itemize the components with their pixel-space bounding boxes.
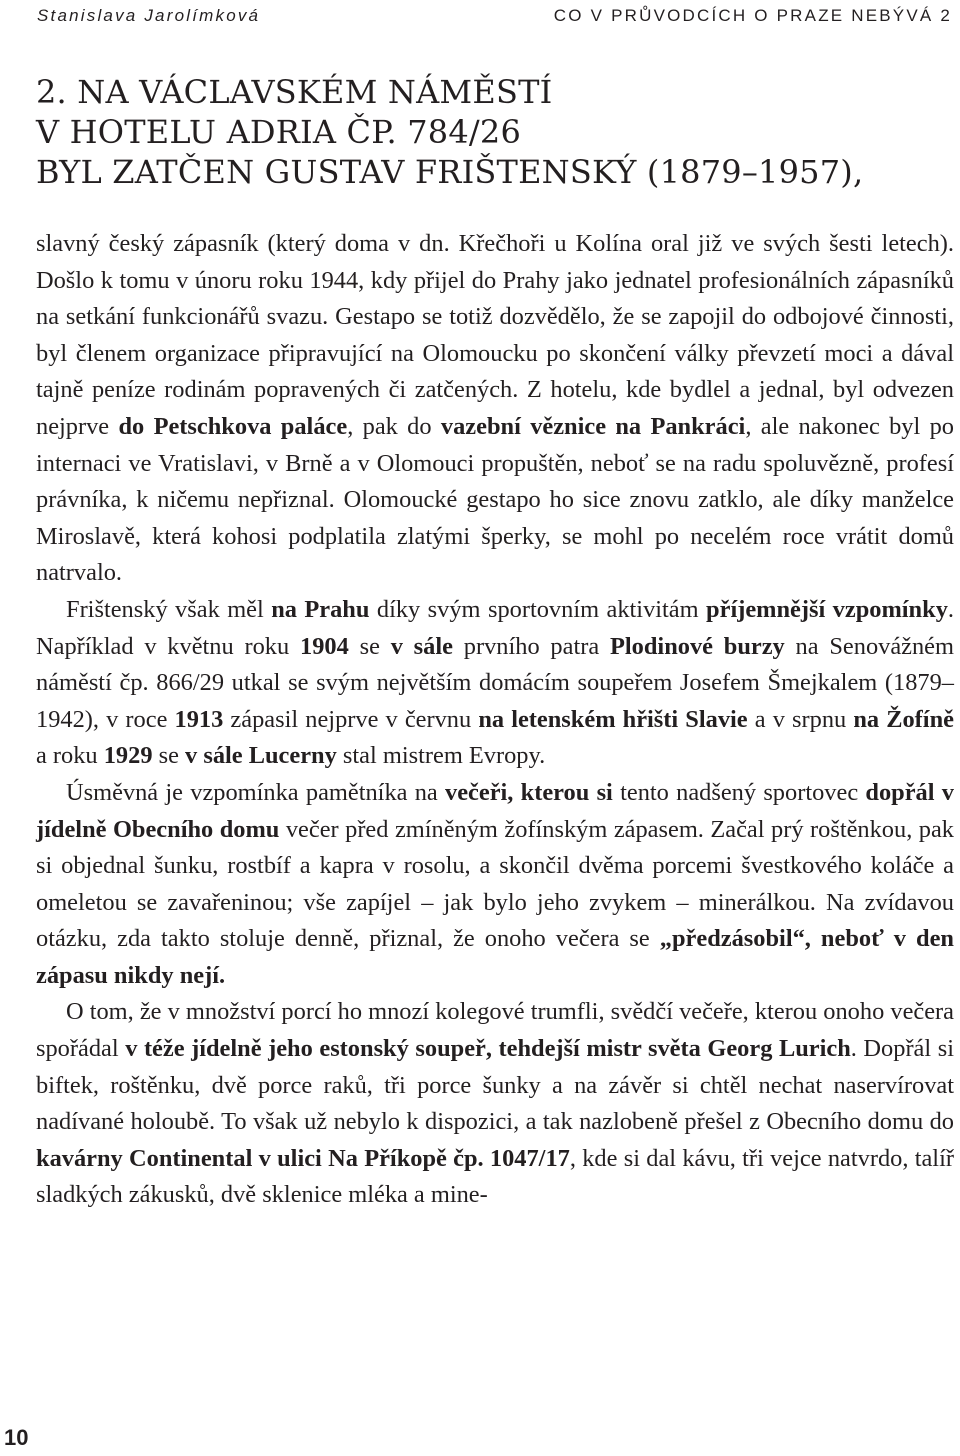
text-run: stal mistrem Evropy. xyxy=(336,742,546,770)
chapter-heading xyxy=(36,72,936,192)
paragraph-2 xyxy=(36,592,954,775)
text-run: , ale nakonec byl po internaci ve Vratislavi, v Brně a v Olomouci propuštěn, neboť se na radu spoluvězně, profesí právníka, k ničemu nepřiznal. Olomoucké gestapo ho sice znovu zatklo, ale díky manželce Miroslavě, která kohosi podplatila zlatými šperky, se mohl po necelém roce vrátit domů natrvalo. xyxy=(36,412,954,587)
text-run: Úsměvná je vzpomínka pamětníka na xyxy=(66,778,446,806)
text-run: , pak do xyxy=(347,412,441,440)
bold-run: na Žofíně xyxy=(853,705,954,733)
bold-run: „předzásobil“, neboť v den zápasu nikdy nejí. xyxy=(36,925,954,989)
bold-run: do Petschkova paláce xyxy=(118,412,348,440)
bold-run: na Prahu xyxy=(271,595,370,623)
bold-run: vazební věznice na Pankráci xyxy=(440,412,746,440)
text-run: prvního patra xyxy=(452,632,610,660)
text-run: díky svým sportovním aktivitám xyxy=(369,595,707,623)
bold-run: v sále Lucerny xyxy=(185,742,337,770)
bold-run: 1904 xyxy=(300,632,349,660)
text-run: a roku xyxy=(36,742,104,770)
text-run: zápasil nejprve v červnu xyxy=(223,705,479,733)
text-run: večer před zmíněným žofínským zápasem. Začal prý roštěnkou, pak si objednal šunku, rostbíf a kapra v rosolu, a skončil dvěma porcemi švestkového koláče a omeletou se zavařeninou; vše zapíjel – jak bylo jeho zvykem – minerálkou. Na zvídavou otázku, zda takto stoluje denně, přiznal, že onoho večera se xyxy=(36,815,954,953)
bold-run: příjemnější vzpomínky xyxy=(706,595,948,623)
running-head-author: Stanislava Jarolímková xyxy=(37,6,261,25)
body-text xyxy=(36,226,954,1214)
heading-line: BYL ZATČEN GUSTAV FRIŠTENSKÝ (1879–1957), xyxy=(36,153,864,191)
text-run: a v srpnu xyxy=(747,705,854,733)
text-run: na Senovážném náměstí čp. 866/29 utkal se svým největším domácím soupeřem Josefem Šmejkalem (1879–1942), v roce xyxy=(36,632,954,733)
paragraph-1 xyxy=(36,226,954,592)
paragraph-4 xyxy=(36,994,954,1214)
page-number: 10 xyxy=(4,1425,29,1450)
heading-line: 2. NA VÁCLAVSKÉM NÁMĚSTÍ xyxy=(36,73,553,111)
paragraph-3 xyxy=(36,775,954,995)
text-run: slavný český zápasník (který doma v dn. Křečhoři u Kolína oral již ve svých šesti letech). Došlo k tomu v únoru roku 1944, kdy přijel do Prahy jako jednatel profesionálních zápasníků na setkání funkcionářů svazu. Gestapo se totiž dozvědělo, že se zapojil do odbojové činnosti, byl členem organizace připravující na Olomoucku po skončení války převzetí moci a dával tajně peníze rodinám popravených či zatčených. Z hotelu, kde bydlel a jednal, byl odvezen nejprve xyxy=(36,230,954,440)
bold-run: na letenském hřišti Slavie xyxy=(478,705,748,733)
text-run: O tom, že v množství porcí ho mnozí kolegové trumfli, svědčí večeře, kterou onoho večera spořádal xyxy=(36,998,954,1063)
bold-run: v sále xyxy=(390,632,453,660)
bold-run: dopřál v jídelně Obecního domu xyxy=(36,778,954,843)
text-run: . Například v květnu roku xyxy=(36,595,954,660)
running-head-title: CO V PRŮVODCÍCH O PRAZE NEBÝVÁ 2 xyxy=(553,6,952,25)
text-run: Frištenský však měl xyxy=(66,595,272,623)
bold-run: večeři, kterou si xyxy=(445,778,613,806)
heading-line: V HOTELU ADRIA ČP. 784/26 xyxy=(36,113,521,151)
text-run: se xyxy=(348,632,391,660)
text-run: . Dopřál si biftek, roštěnku, dvě porce raků, tři porce šunky a na závěr si chtěl nechat naservírovat nadívané holoubě. To však už nebylo k dispozici, a tak nazlobeně přešel z Obecního domu do xyxy=(36,1035,954,1136)
bold-run: Plodinové burzy xyxy=(609,632,785,660)
bold-run: 1913 xyxy=(174,705,224,733)
bold-run: 1929 xyxy=(103,742,153,770)
bold-run: v téže jídelně jeho estonský soupeř, tehdejší mistr světa Georg Lurich xyxy=(125,1035,851,1063)
text-run: , kde si dal kávu, tři vejce natvrdo, talíř sladkých zákusků, dvě sklenice mléka a mine- xyxy=(36,1144,954,1209)
text-run: tento nadšený sportovec xyxy=(612,778,866,806)
running-head xyxy=(37,6,952,26)
bold-run: kavárny Continental v ulici Na Příkopě čp. 1047/17 xyxy=(36,1144,570,1172)
text-run: se xyxy=(152,742,186,770)
